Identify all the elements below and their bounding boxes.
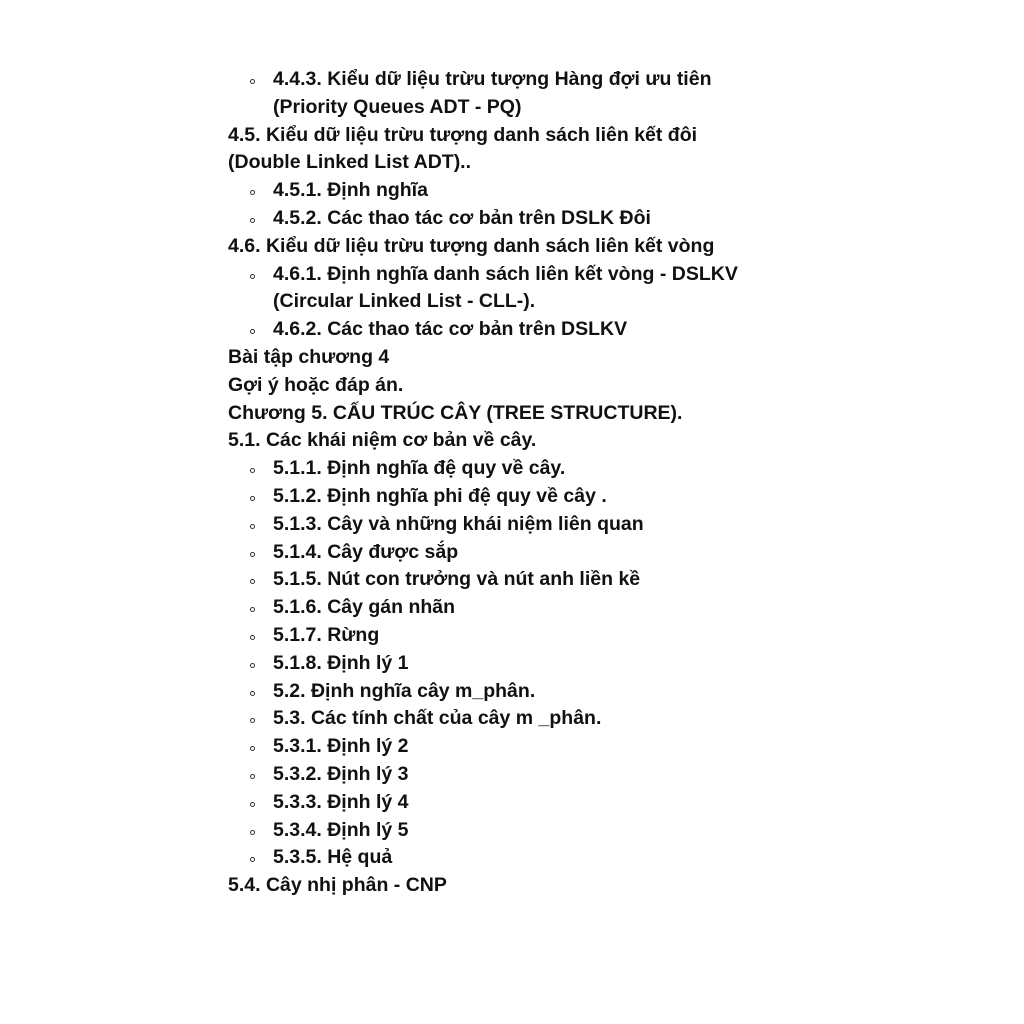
toc-item (228, 844, 988, 872)
toc-item (228, 177, 988, 205)
toc-item (228, 94, 988, 122)
toc-item (228, 539, 988, 567)
toc-item (228, 761, 988, 789)
toc-item-text: 5.1.3. Cây và những khái niệm liên quan (273, 512, 644, 535)
hollow-bullet-icon (250, 746, 255, 751)
toc-item-text: 4.4.3. Kiểu dữ liệu trừu tượng Hàng đợi ưu tiên (273, 68, 712, 90)
hollow-bullet-icon (250, 830, 255, 835)
toc-item (228, 511, 988, 539)
toc-item (228, 678, 988, 706)
toc-item-text: 5.1.4. Cây được sắp (273, 540, 459, 563)
hollow-bullet-icon (250, 691, 255, 696)
toc-item-text: 5.3.5. Hệ quả (273, 846, 393, 869)
hollow-bullet-icon (250, 496, 255, 501)
table-of-contents (228, 66, 988, 900)
hollow-bullet-icon (250, 524, 255, 529)
toc-item (228, 261, 988, 289)
hollow-bullet-icon (250, 190, 255, 195)
toc-item (228, 594, 988, 622)
toc-item (228, 149, 988, 177)
toc-item-text: (Double Linked List ADT).. (228, 151, 472, 174)
toc-item-text: 5.1.6. Cây gán nhãn (273, 596, 456, 619)
toc-item (228, 455, 988, 483)
hollow-bullet-icon (250, 718, 255, 723)
toc-item (228, 650, 988, 678)
hollow-bullet-icon (250, 663, 255, 668)
toc-item-text: Gợi ý hoặc đáp án. (228, 373, 404, 396)
toc-item (228, 566, 988, 594)
toc-item-text: 4.5.2. Các thao tác cơ bản trên DSLK Đôi (273, 206, 651, 229)
hollow-bullet-icon (250, 218, 255, 223)
toc-item-text: 5.3. Các tính chất của cây m _phân. (273, 707, 602, 730)
toc-item (228, 872, 988, 900)
toc-item-text: 4.5.1. Định nghĩa (273, 179, 428, 202)
toc-item-text: 5.1.8. Định lý 1 (273, 651, 409, 674)
hollow-bullet-icon (250, 552, 255, 557)
toc-item (228, 622, 988, 650)
toc-item (228, 372, 988, 400)
hollow-bullet-icon (250, 774, 255, 779)
toc-item-text: 5.1.1. Định nghĩa đệ quy về cây. (273, 457, 566, 480)
toc-item-text: 5.4. Cây nhị phân - CNP (228, 874, 447, 897)
hollow-bullet-icon (250, 579, 255, 584)
toc-item-text: (Priority Queues ADT - PQ) (273, 95, 522, 118)
hollow-bullet-icon (250, 79, 255, 84)
toc-item-text: 5.3.3. Định lý 4 (273, 790, 409, 813)
toc-item-text: 5.2. Định nghĩa cây m_phân. (273, 679, 536, 702)
toc-item (228, 733, 988, 761)
toc-item (228, 316, 988, 344)
toc-item-text: 5.3.2. Định lý 3 (273, 762, 409, 785)
toc-item-text: 4.6.2. Các thao tác cơ bản trên DSLKV (273, 318, 628, 341)
hollow-bullet-icon (250, 607, 255, 612)
hollow-bullet-icon (250, 857, 255, 862)
toc-item-text: Chương 5. CẤU TRÚC CÂY (TREE STRUCTURE). (228, 401, 683, 424)
toc-item-text: 5.3.4. Định lý 5 (273, 818, 409, 841)
toc-item (228, 789, 988, 817)
toc-item-text: Bài tập chương 4 (228, 345, 390, 368)
toc-item-text: 5.1. Các khái niệm cơ bản về cây. (228, 429, 537, 452)
toc-item-text: (Circular Linked List - CLL-). (273, 290, 536, 313)
toc-item-text: 5.1.5. Nút con trưởng và nút anh liền kề (273, 568, 641, 591)
toc-item-text: 4.5. Kiểu dữ liệu trừu tượng danh sách liên kết đôi (228, 123, 698, 146)
toc-item-text: 4.6. Kiểu dữ liệu trừu tượng danh sách liên kết vòng (228, 234, 715, 257)
toc-item-text: 4.6.1. Định nghĩa danh sách liên kết vòng - DSLKV (273, 262, 738, 285)
toc-item (228, 344, 988, 372)
hollow-bullet-icon (250, 274, 255, 279)
toc-item (228, 705, 988, 733)
toc-item (228, 427, 988, 455)
hollow-bullet-icon (250, 802, 255, 807)
toc-item-text: 5.1.7. Rừng (273, 623, 380, 646)
toc-item-text: 5.1.2. Định nghĩa phi đệ quy về cây . (273, 484, 607, 507)
toc-item (228, 400, 988, 428)
hollow-bullet-icon (250, 329, 255, 334)
toc-item-text: 5.3.1. Định lý 2 (273, 735, 409, 758)
toc-item (228, 288, 988, 316)
toc-item (228, 122, 988, 150)
hollow-bullet-icon (250, 468, 255, 473)
toc-item (228, 817, 988, 845)
toc-item (228, 205, 988, 233)
toc-item (228, 483, 988, 511)
hollow-bullet-icon (250, 635, 255, 640)
toc-item (228, 233, 988, 261)
toc-item (228, 66, 988, 94)
